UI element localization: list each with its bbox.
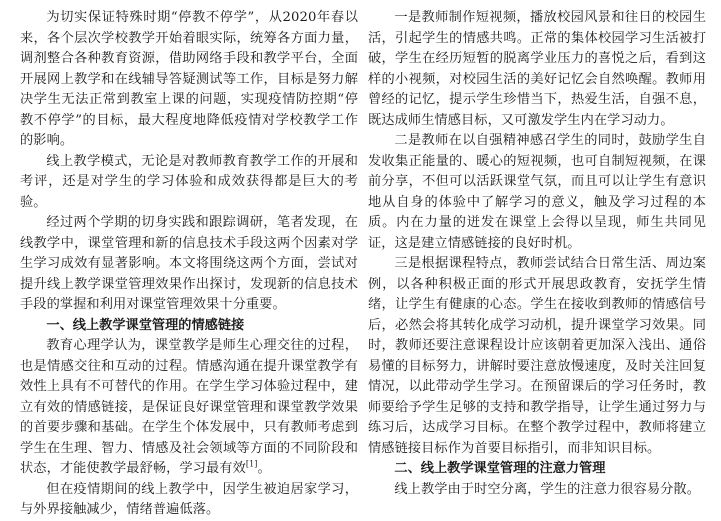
research-findings-paragraph: 经过两个学期的切身实践和跟踪调研，笔者发现，在线教学中，课堂管理和新的信息技术手段这两个因素对学生学习成效有显著影响。本文将围绕这两个方面，尝试对提升线上教学课堂管理效果作出探讨，发现新的信息技术手段的掌握和利用对课堂管理效果十分重要。 <box>20 215 358 312</box>
emotional-link-text: 教育心理学认为，课堂教学是师生心理交往的过程，也是情感交往和互动的过程。情感沟通在提升课堂教学有效性上具有不可替代的作用。在学生学习体验过程中，建立有效的情感链接，是保证良好课堂管理和课堂教学效果的首要步骤和基础。在学生个体发展中，只有教师考虑到学生在生理、智力、情感及社会领域等方面的不同阶段和状态，才能使教学最舒畅，学习最有效 <box>20 338 358 476</box>
section-heading-1: 一、线上教学课堂管理的情感链接 <box>46 317 245 333</box>
emotional-link-paragraph <box>20 336 358 480</box>
method-two-paragraph: 二是教师在以自强精神感召学生的同时，鼓励学生自发收集正能量的、暖心的短视频，也可自制短视频，在课前分享，不但可以活跃课堂气氛，而且可以让学生有意识地从自身的体验中了解学习的意义，触及学习过程的本质。内在力量的迸发在课堂上会得以呈现，师生共同见证，这是建立情感链接的良好时机。 <box>368 133 706 251</box>
intro-paragraph: 为切实保证特殊时期“停教不停学”，从2020年春以来，各个层次学校教学开始着眼实际，统筹各方面力量，调剂整合各种教育资源，借助网络手段和教学平台，全面开展网上教学和在线辅导答疑测试等工作，目标是努力解决学生无法正常到教室上课的问题，实现疫情防控期“停教不停学”的目标，最大程度地降低疫情对学校教学工作的影响。 <box>20 10 358 148</box>
method-three-paragraph: 三是根据课程特点，教师尝试结合日常生活、周边案例，以各种积极正面的形式开展思政教育，安抚学生情绪，让学生有健康的心态。学生在接收到教师的情感信号后，必然会将其转化成学习动机，提升课堂学习效果。同时，教师还要注意课程设计应该朝着更加深入浅出、通俗易懂的目标努力，讲解时要注意放慢速度，及时关注回复情况，以此带动学生学习。在预留课后的学习任务时，教师要给予学生足够的支持和教学指导，让学生通过努力与练习后，达成学习目标。在整个教学过程中，教师将建立情感链接目标作为首要目标指引，而非知识目标。 <box>368 256 706 456</box>
emotional-link-end: 。 <box>257 461 271 476</box>
left-column <box>20 8 358 521</box>
method-one-paragraph: 一是教师制作短视频，播放校园风景和往日的校园生活，引起学生的情感共鸣。正常的集体校园学习生活被打破，学生在经历短暂的脱离学业压力的喜悦之后，看到这样的小视频，对校园生活的美好记忆会自然唤醒。教师用曾经的记忆，提示学生珍惜当下，热爱生活，自强不息，既达成师生情感目标，又可激发学生内在学习动力。 <box>368 10 706 128</box>
right-column <box>368 8 706 500</box>
online-teaching-paragraph: 线上教学模式，无论是对教师教育教学工作的开展和考评，还是对学生的学习体验和成效获得都是巨大的考验。 <box>20 153 358 210</box>
attention-paragraph: 线上教学由于时空分离，学生的注意力很容易分散。 <box>394 481 701 497</box>
citation-marker: [1] <box>245 459 258 469</box>
section-heading-2: 二、线上教学课堂管理的注意力管理 <box>394 461 606 476</box>
pandemic-paragraph: 但在疫情期间的线上教学中，因学生被迫居家学习，与外界接触减少，情绪普遍低落。 <box>20 481 358 517</box>
